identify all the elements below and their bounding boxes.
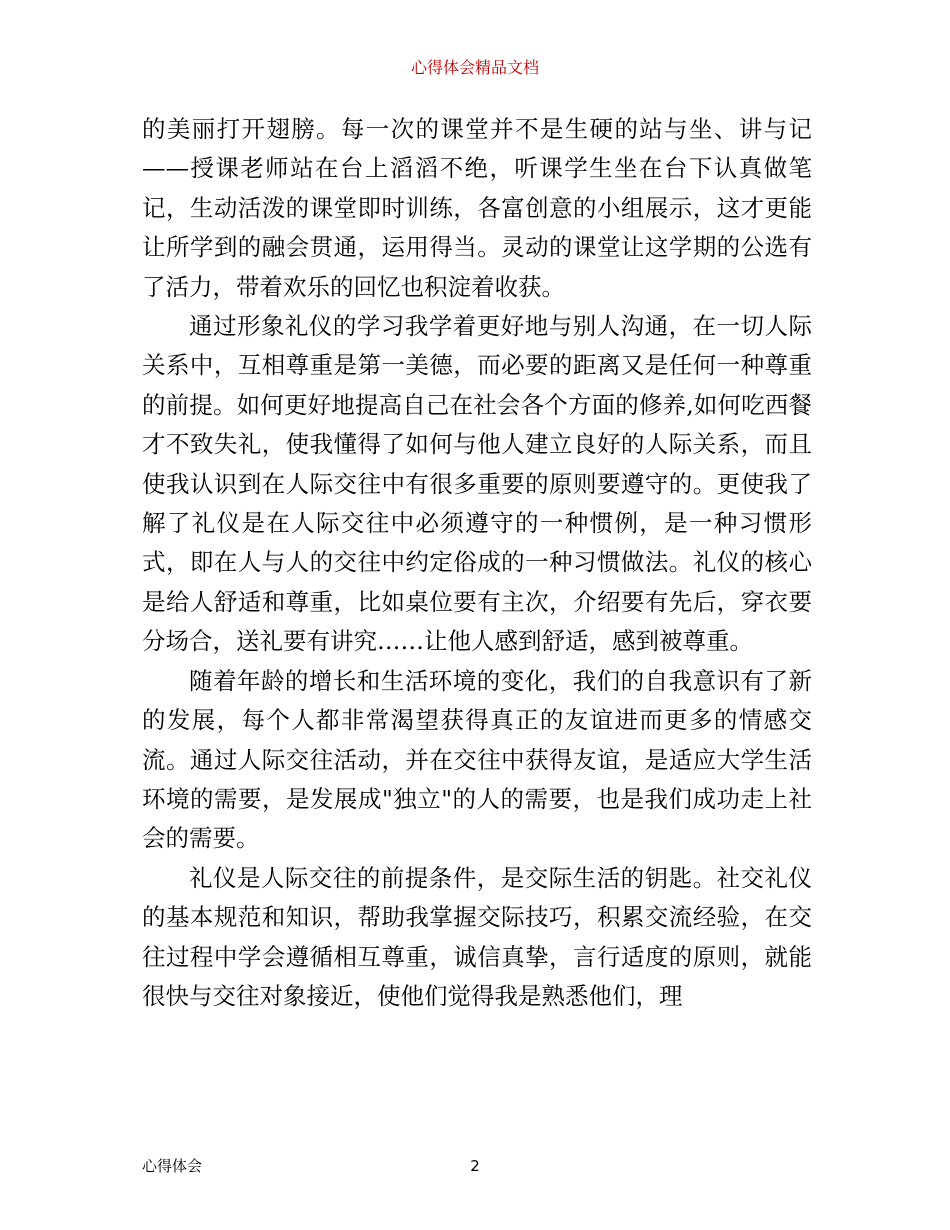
page-number: 2: [470, 1157, 480, 1175]
paragraph-continuation: 的美丽打开翅膀。每一次的课堂并不是生硬的站与坐、讲与记——授课老师站在台上滔滔不绝，听课学生坐在台下认真做笔记，生动活泼的课堂即时训练，各富创意的小组展示，这才更能让所学到的融会贯通，运用得当。灵动的课堂让这学期的公选有了活力，带着欢乐的回忆也积淀着收获。: [142, 115, 812, 301]
footer-label: 心得体会: [142, 1157, 203, 1175]
document-body: [142, 110, 812, 1016]
paragraph-etiquette-key: 礼仪是人际交往的前提条件，是交际生活的钥匙。社交礼仪的基本规范和知识，帮助我掌握交际技巧，积累交流经验，在交往过程中学会遵循相互尊重，诚信真挚，言行适度的原则，就能很快与交往对象接近，使他们觉得我是熟悉他们，理: [142, 863, 812, 1010]
paragraph-etiquette-communication: 通过形象礼仪的学习我学着更好地与别人沟通，在一切人际关系中，互相尊重是第一美德，而必要的距离又是任何一种尊重的前提。如何更好地提高自己在社会各个方面的修养,如何吃西餐才不致失礼，使我懂得了如何与他人建立良好的人际关系，而且使我认识到在人际交往中有很多重要的原则要遵守的。更使我了解了礼仪是在人际交往中必须遵守的一种惯例，是一种习惯形式，即在人与人的交往中约定俗成的一种习惯做法。礼仪的核心是给人舒适和尊重，比如桌位要有主次，介绍要有先后，穿衣要分场合，送礼要有讲究……让他人感到舒适，感到被尊重。: [142, 312, 812, 656]
paragraph-self-awareness: 随着年龄的增长和生活环境的变化，我们的自我意识有了新的发展，每个人都非常渴望获得真正的友谊进而更多的情感交流。通过人际交往活动，并在交往中获得友谊，是适应大学生活环境的需要，是发展成"独立"的人的需要，也是我们成功走上社会的需要。: [142, 666, 812, 853]
document-header-title: 心得体会精品文档: [410, 58, 539, 77]
